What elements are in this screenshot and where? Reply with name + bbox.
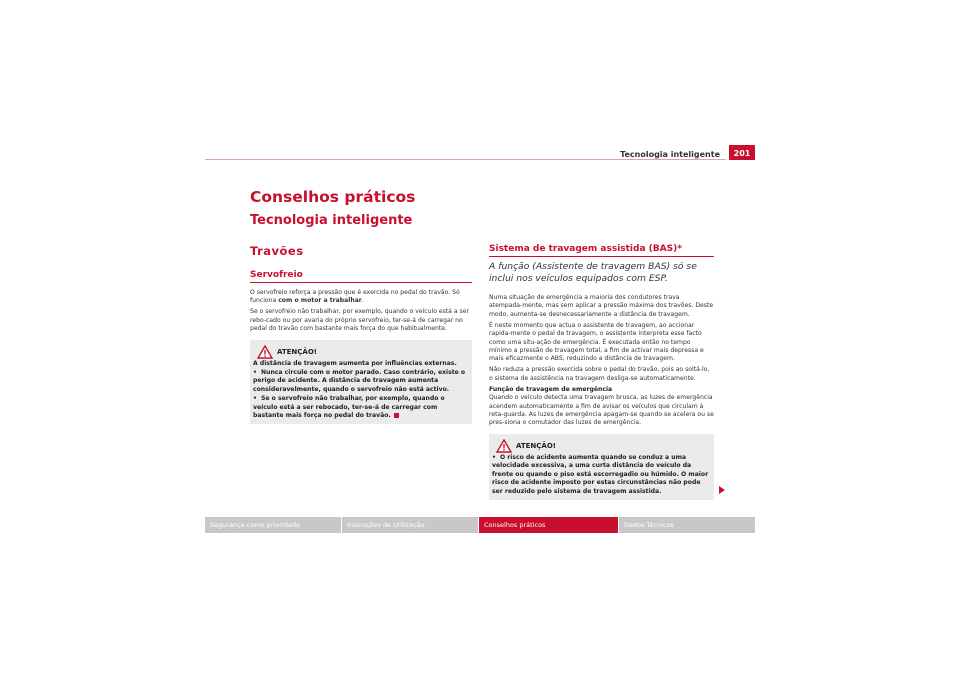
warning-bullet [253, 395, 469, 420]
footer-tab-conselhos[interactable] [479, 517, 618, 533]
servofreio-paragraph-1 [250, 289, 472, 306]
header-title: Tecnologia inteligente [620, 150, 720, 159]
bas-paragraph-2: É neste momento que actua o assistente de travagem, ao accionar rapida-mente o pedal de travagem, o assistente interpreta esse facto como uma situ-ação de emergência. É executada então no tempo mínimo a pressão de travagem total, a fim de activar mais depressa e mais eficazmente o ABS, reduzindo a distância de travagem. [489, 321, 704, 363]
footer-tab-dados[interactable] [619, 517, 755, 533]
warning-bullet-text: O risco de acidente aumenta quando se conduz a uma velocidade excessiva, a uma curta distância do veículo da frente ou quando o piso está escorregadio ou húmido. O maior risco de acidente imposto por estas circunstâncias não pode ser reduzido pelo sistema de travagem assistida. [492, 453, 709, 495]
warning-bullet [253, 369, 469, 394]
warning-title: ATENÇÃO! [277, 347, 317, 356]
warning-bullet-text: Nunca circule com o motor parado. Caso contrário, existe o perigo de acidente. A distância de travagem aumenta consideravelmente, quando o servofreio não está activo. [253, 369, 466, 393]
emergency-subheading: Função de travagem de emergência [489, 385, 613, 393]
bas-intro: A função (Assistente de travagem BAS) só se inclui nos veículos equipados com ESP. [489, 261, 697, 284]
warning-bullet [492, 454, 711, 496]
servofreio-heading: Servofreio [250, 270, 472, 283]
footer-tab-seguranca[interactable] [205, 517, 341, 533]
footer-tab-label: Dados Técnicos [624, 521, 674, 529]
warning-box-left [250, 340, 472, 425]
servofreio-paragraph-2: Se o servofreio não trabalhar, por exemplo, quando o veículo está a ser rebo-cado ou por avaria do próprio servofreio, ter-se-á de carregar no pedal do travão com bastante mais força do que habitualmente. [250, 308, 469, 333]
footer-tab-label: Segurança como prioridade [210, 521, 300, 529]
footer-tab-label: Instruções de Utilização [347, 521, 425, 529]
warning-line: A distância de travagem aumenta por influências externas. [253, 359, 457, 367]
page-number: 201 [729, 145, 755, 160]
bullet-icon: • [492, 453, 496, 461]
bas-heading: Sistema de travagem assistida (BAS)* [489, 244, 714, 257]
bullet-icon: • [253, 395, 257, 403]
p1-text: O servofreio reforça a pressão que é exercida no pedal do travão. Só funciona [250, 289, 460, 305]
continue-arrow-icon[interactable] [719, 486, 725, 494]
sub-title: Tecnologia inteligente [250, 213, 413, 228]
footer-tab-instrucoes[interactable] [342, 517, 478, 533]
end-square-icon [394, 413, 399, 418]
right-column [489, 244, 714, 500]
left-column [250, 270, 472, 424]
section-title: Travões [250, 244, 304, 258]
main-title: Conselhos práticos [250, 188, 416, 206]
warning-header [253, 345, 469, 359]
header-rule [205, 159, 726, 160]
p1-bold-text: com o motor a trabalhar [278, 297, 362, 305]
warning-bullet-text: Se o servofreio não trabalhar, por exemplo, quando o veículo está a ser rebocado, ter-se-á de carregar com bastante mais força no pedal do travão. [253, 395, 445, 420]
p1-end-text: . [361, 297, 364, 305]
warning-title: ATENÇÃO! [516, 441, 556, 450]
bullet-icon: • [253, 369, 257, 377]
warning-box-right [489, 434, 714, 500]
warning-triangle-icon [257, 345, 273, 359]
warning-header [492, 439, 711, 453]
bas-paragraph-4: Quando o veículo detecta uma travagem brusca, as luzes de emergência acendem automaticamente a fim de avisar os veículos que circulam à reta-guarda. As luzes de emergência apagam-se quando se acelera ou se pres-siona o comutador das luzes de emergência. [489, 394, 714, 427]
footer-tab-label: Conselhos práticos [484, 521, 546, 529]
warning-triangle-icon [496, 439, 512, 453]
bas-paragraph-3: Não reduza a pressão exercida sobre o pedal do travão, pois ao soltá-lo, o sistema de assistência na travagem desliga-se automaticamente. [489, 366, 710, 382]
bas-paragraph-1: Numa situação de emergência a maioria dos condutores trava atempada-mente, mas sem aplicar a pressão máxima dos travões. Deste modo, aumenta-se desnecessariamente a distância de travagem. [489, 294, 714, 318]
